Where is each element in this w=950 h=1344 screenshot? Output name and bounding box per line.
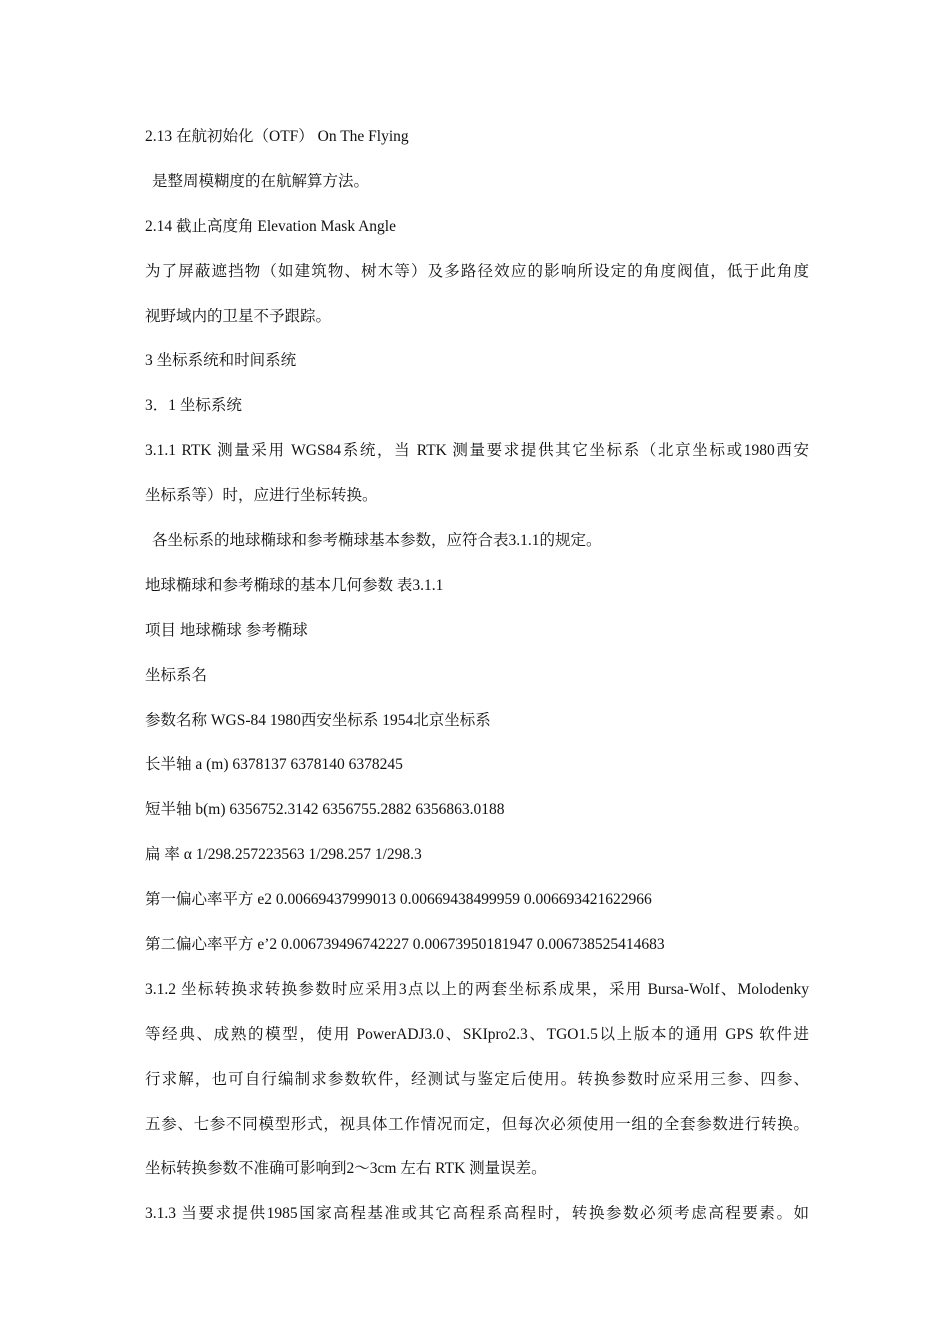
paragraph-line: 是整周模糊度的在航解算方法。 bbox=[152, 172, 370, 190]
paragraph-line: 视野域内的卫星不予跟踪。 bbox=[145, 307, 332, 325]
section-heading-3-1: 3．1 坐标系统 bbox=[145, 397, 242, 415]
table-header-row: 项目 地球椭球 参考椭球 bbox=[145, 621, 308, 639]
table-row: 短半轴 b(m) 6356752.3142 6356755.2882 6356863.0188 bbox=[145, 801, 505, 819]
paragraph-line: 各坐标系的地球椭球和参考椭球基本参数，应符合表3.1.1的规定。 bbox=[152, 532, 602, 550]
table-row: 扁 率 α 1/298.257223563 1/298.257 1/298.3 bbox=[145, 846, 422, 864]
paragraph-line: 坐标转换参数不准确可影响到2～3cm 左右 RTK 测量误差。 bbox=[145, 1160, 547, 1178]
paragraph-line: 等经典、成熟的模型，使用 PowerADJ3.0、SKIpro2.3、TGO1.5以上版本的通用 GPS 软件进 bbox=[145, 1025, 809, 1043]
paragraph-line: 为了屏蔽遮挡物（如建筑物、树木等）及多路径效应的影响所设定的角度阀值，低于此角度 bbox=[145, 262, 809, 280]
paragraph-line: 行求解，也可自行编制求参数软件，经测试与鉴定后使用。转换参数时应采用三参、四参、 bbox=[145, 1070, 809, 1088]
table-caption: 地球椭球和参考椭球的基本几何参数 表3.1.1 bbox=[145, 576, 444, 594]
paragraph-line: 3.1.1 RTK 测量采用 WGS84系统，当 RTK 测量要求提供其它坐标系（北京坐标或1980西安 bbox=[145, 442, 809, 460]
paragraph-line: 坐标系等）时，应进行坐标转换。 bbox=[145, 487, 378, 505]
table-row: 长半轴 a (m) 6378137 6378140 6378245 bbox=[145, 756, 403, 774]
section-heading-2-14: 2.14 截止高度角 Elevation Mask Angle bbox=[145, 217, 396, 235]
paragraph-line: 五参、七参不同模型形式，视具体工作情况而定，但每次必须使用一组的全套参数进行转换。 bbox=[145, 1115, 809, 1133]
section-heading-3: 3 坐标系统和时间系统 bbox=[145, 352, 297, 370]
document-page bbox=[145, 126, 815, 1248]
paragraph-line: 3.1.2 坐标转换求转换参数时应采用3点以上的两套坐标系成果，采用 Bursa-Wolf、Molodenky bbox=[145, 980, 809, 998]
table-header-row: 参数名称 WGS-84 1980西安坐标系 1954北京坐标系 bbox=[145, 711, 491, 729]
section-heading-2-13: 2.13 在航初始化（OTF） On The Flying bbox=[145, 128, 409, 145]
table-header-row: 坐标系名 bbox=[145, 666, 208, 684]
table-row: 第二偏心率平方 e’2 0.006739496742227 0.00673950181947 0.006738525414683 bbox=[145, 936, 665, 954]
table-row: 第一偏心率平方 e2 0.00669437999013 0.00669438499959 0.006693421622966 bbox=[145, 891, 652, 909]
paragraph-line: 3.1.3 当要求提供1985国家高程基准或其它高程系高程时，转换参数必须考虑高程要素。如 bbox=[145, 1205, 809, 1223]
